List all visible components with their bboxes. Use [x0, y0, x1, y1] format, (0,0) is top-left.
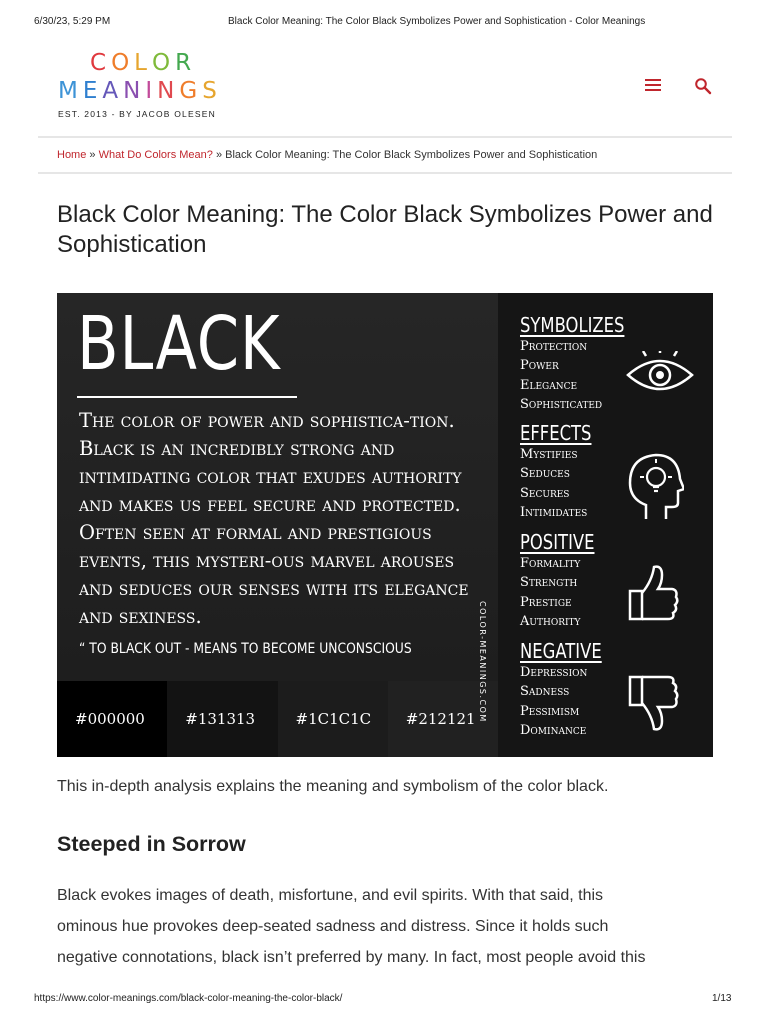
category-item: Depression [520, 665, 588, 680]
category-item: Strength [520, 575, 578, 591]
paragraph-line: negative connotations, black isn’t preferred by many. In fact, most people avoid this [57, 949, 646, 966]
breadcrumb-divider [38, 172, 732, 174]
category-title: NEGATIVE [520, 639, 602, 663]
section-heading: Steeped in Sorrow [57, 832, 246, 856]
eye-icon [624, 351, 696, 404]
category-item: Dominance [520, 722, 587, 738]
header-divider [38, 136, 732, 138]
logo-letter: O [111, 50, 135, 76]
category-item: Formality [520, 556, 581, 571]
heading-underline [77, 396, 297, 398]
category-title: EFFECTS [520, 421, 592, 445]
breadcrumb-separator: » [212, 149, 226, 161]
paragraph-line: Black evokes images of death, misfortune, and evil spirits. With that said, this [57, 887, 604, 904]
print-doc-title: Black Color Meaning: The Color Black Symbolizes Power and Sophistication - Color Meanings [228, 16, 646, 27]
category-title: SYMBOLIZES [520, 313, 625, 337]
category-item: Pessimism [520, 703, 580, 719]
site-logo[interactable] [58, 52, 222, 119]
logo-letter: N [157, 78, 180, 104]
thumbs-down-icon [624, 673, 680, 738]
article-intro: This in-depth analysis explains the meaning and symbolism of the color black. [57, 778, 609, 795]
print-page-number: 1/13 [712, 993, 732, 1004]
breadcrumb-separator: » [86, 149, 99, 161]
category-items [520, 337, 602, 414]
logo-letter: E [82, 78, 103, 104]
swatch-000000: #000000 [57, 681, 167, 757]
print-datetime: 6/30/23, 5:29 PM [34, 16, 111, 27]
black-infographic [57, 293, 713, 757]
category-item: Sophisticated [520, 396, 603, 412]
infographic-side-panel [498, 293, 713, 757]
logo-letter: L [134, 50, 152, 76]
logo-letter: I [145, 78, 158, 104]
category-item: Mystifies [520, 447, 578, 462]
logo-letter: C [90, 50, 112, 76]
head-lightbulb-icon [624, 449, 684, 526]
category-title: POSITIVE [520, 530, 595, 554]
category-items [520, 554, 580, 631]
logo-letter: S [202, 78, 222, 104]
swatch-1c1c1c: #1C1C1C [278, 681, 388, 757]
infographic-vertical-url: COLOR-MEANINGS.COM [478, 601, 487, 723]
paragraph-line: ominous hue provokes deep-seated sadness and distress. Since it holds such [57, 918, 609, 935]
category-item: Elegance [520, 377, 578, 393]
category-item: Secures [520, 485, 570, 501]
breadcrumb-current: Black Color Meaning: The Color Black Symbolizes Power and Sophistication [225, 149, 598, 161]
infographic-main-panel [57, 293, 498, 681]
logo-line-color [58, 52, 222, 75]
category-items [520, 663, 587, 740]
logo-tagline: EST. 2013 - BY JACOB OLESEN [58, 109, 216, 119]
logo-letter: N [123, 78, 146, 104]
logo-line-meanings [58, 80, 222, 103]
infographic-quote: “ TO BLACK OUT - MEANS TO BECOME UNCONSCIOUS [79, 641, 412, 657]
category-item: Sadness [520, 684, 570, 700]
hamburger-menu-icon[interactable] [644, 78, 662, 92]
logo-letter: M [58, 78, 83, 104]
search-icon[interactable] [694, 77, 712, 95]
thumbs-up-icon [624, 563, 680, 628]
logo-letter: O [152, 50, 176, 76]
category-item: Authority [520, 613, 581, 629]
section-paragraph [57, 880, 717, 973]
category-item: Seduces [520, 466, 570, 482]
logo-letter: R [175, 50, 197, 76]
logo-letter: A [102, 78, 124, 104]
category-item: Protection [520, 339, 588, 354]
breadcrumb [57, 149, 597, 161]
swatch-212121: #212121 [388, 681, 498, 757]
breadcrumb-home-link[interactable]: Home [57, 149, 87, 161]
swatch-131313: #131313 [167, 681, 277, 757]
infographic-description: The color of power and sophistica-tion. Black is an incredibly strong and intimidating color that exudes authority and makes us feel secure and protected. Often seen at formal and prestigious events, this mysteri-ous marvel arouses and seduces our senses with its elegance and sexiness. [79, 409, 469, 628]
print-url: https://www.color-meanings.com/black-color-meaning-the-color-black/ [34, 993, 343, 1004]
category-items [520, 445, 587, 522]
breadcrumb-category-link[interactable]: What Do Colors Mean? [98, 149, 213, 161]
category-item: Intimidates [520, 504, 588, 520]
category-item: Power [520, 358, 559, 374]
infographic-heading: BLACK [77, 301, 281, 387]
logo-letter: G [179, 78, 203, 104]
category-item: Prestige [520, 594, 572, 610]
page-title: Black Color Meaning: The Color Black Symbolizes Power and Sophistication [57, 201, 713, 258]
